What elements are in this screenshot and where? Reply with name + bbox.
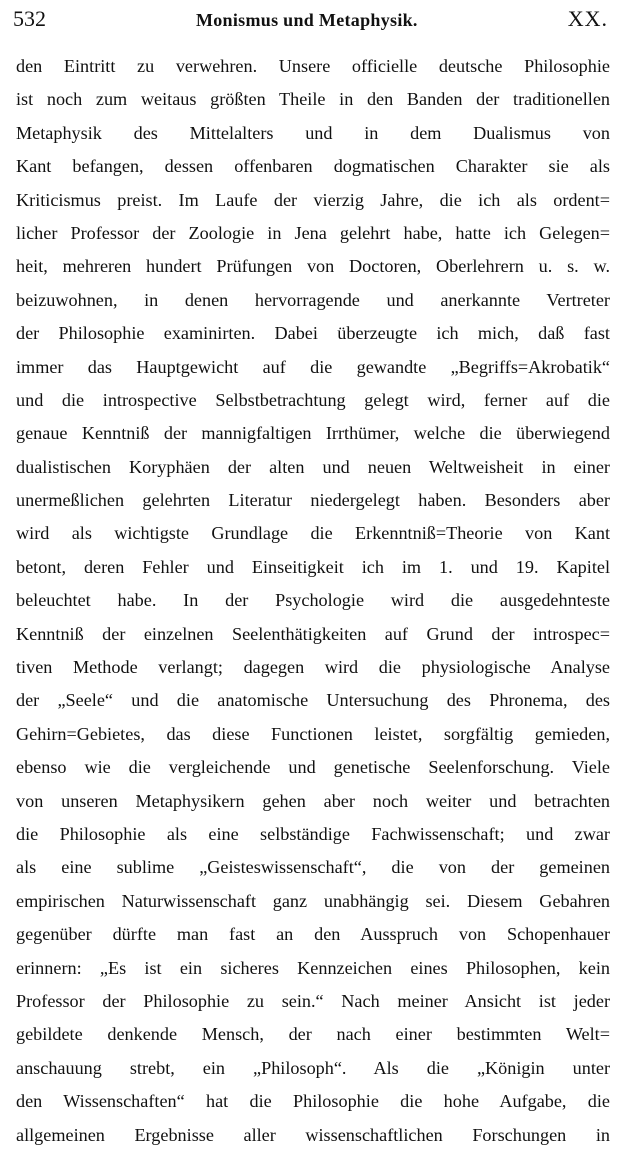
text-line: wird als wichtigste Grundlage die Erkenntniß=Theorie von Kant [16, 523, 610, 544]
text-line: den Wissenschaften“ hat die Philosophie die hohe Aufgabe, die [16, 1091, 610, 1112]
text-line: Professor der Philosophie zu sein.“ Nach meiner Ansicht ist jeder [16, 990, 610, 1011]
text-line: die Philosophie als eine selbständige Fachwissenschaft; und zwar [16, 823, 610, 844]
text-line: von unseren Metaphysikern gehen aber noch weiter und betrachten [16, 790, 610, 811]
text-line: unermeßlichen gelehrten Literatur niedergelegt haben. Besonders aber [16, 490, 610, 511]
text-line: erinnern: „Es ist ein sicheres Kennzeichen eines Philosophen, kein [16, 957, 610, 978]
text-line: anschauung strebt, ein „Philosoph“. Als die „Königin unter [16, 1057, 610, 1078]
text-line: ist noch zum weitaus größten Theile in den Banden der traditionellen [16, 89, 610, 110]
text-line: beizuwohnen, in denen hervorragende und anerkannte Vertreter [16, 289, 610, 310]
text-line: Kant befangen, dessen offenbaren dogmatischen Charakter sie als [16, 156, 610, 177]
text-line: betont, deren Fehler und Einseitigkeit ich im 1. und 19. Kapitel [16, 556, 610, 577]
text-line: den Eintritt zu verwehren. Unsere officielle deutsche Philosophie [16, 56, 610, 76]
text-line: beleuchtet habe. In der Psychologie wird die ausgedehnteste [16, 590, 610, 611]
text-line: Metaphysik des Mittelalters und in dem Dualismus von [16, 122, 610, 143]
text-line: als eine sublime „Geisteswissenschaft“, die von der gemeinen [16, 857, 610, 878]
text-line: und die introspective Selbstbetrachtung gelegt wird, ferner auf die [16, 389, 610, 410]
text-line: gebildete denkende Mensch, der nach einer bestimmten Welt= [16, 1024, 610, 1045]
body-text [16, 50, 610, 1152]
text-line: immer das Hauptgewicht auf die gewandte „Begriffs=Akrobatik“ [16, 356, 610, 377]
text-line: der Philosophie examinirten. Dabei überzeugte ich mich, daß fast [16, 323, 610, 344]
text-line: empirischen Naturwissenschaft ganz unabhängig sei. Diesem Gebahren [16, 890, 610, 911]
text-line: genaue Kenntniß der mannigfaltigen Irrthümer, welche die überwiegend [16, 423, 610, 444]
chapter-number: XX. [567, 6, 608, 31]
text-line: Gehirn=Gebietes, das diese Functionen leistet, sorgfältig gemieden, [16, 723, 610, 744]
text-line: Kenntniß der einzelnen Seelenthätigkeiten auf Grund der introspec= [16, 623, 610, 644]
text-line: licher Professor der Zoologie in Jena gelehrt habe, hatte ich Gelegen= [16, 222, 610, 243]
running-head [13, 6, 608, 40]
page-number: 532 [13, 6, 46, 31]
text-line: der „Seele“ und die anatomische Untersuchung des Phronema, des [16, 690, 610, 711]
text-line: dualistischen Koryphäen der alten und neuen Weltweisheit in einer [16, 456, 610, 477]
text-line: allgemeinen Ergebnisse aller wissenschaftlichen Forschungen in [16, 1124, 610, 1145]
running-title: Monismus und Metaphysik. [195, 10, 418, 30]
text-line: ebenso wie die vergleichende und genetische Seelenforschung. Viele [16, 757, 610, 778]
text-line: gegenüber dürfte man fast an den Ausspruch von Schopenhauer [16, 924, 610, 945]
text-line: heit, mehreren hundert Prüfungen von Doctoren, Oberlehrern u. s. w. [16, 256, 610, 277]
text-line: tiven Methode verlangt; dagegen wird die physiologische Analyse [16, 657, 610, 678]
text-line: Kriticismus preist. Im Laufe der vierzig Jahre, die ich als ordent= [16, 189, 610, 210]
